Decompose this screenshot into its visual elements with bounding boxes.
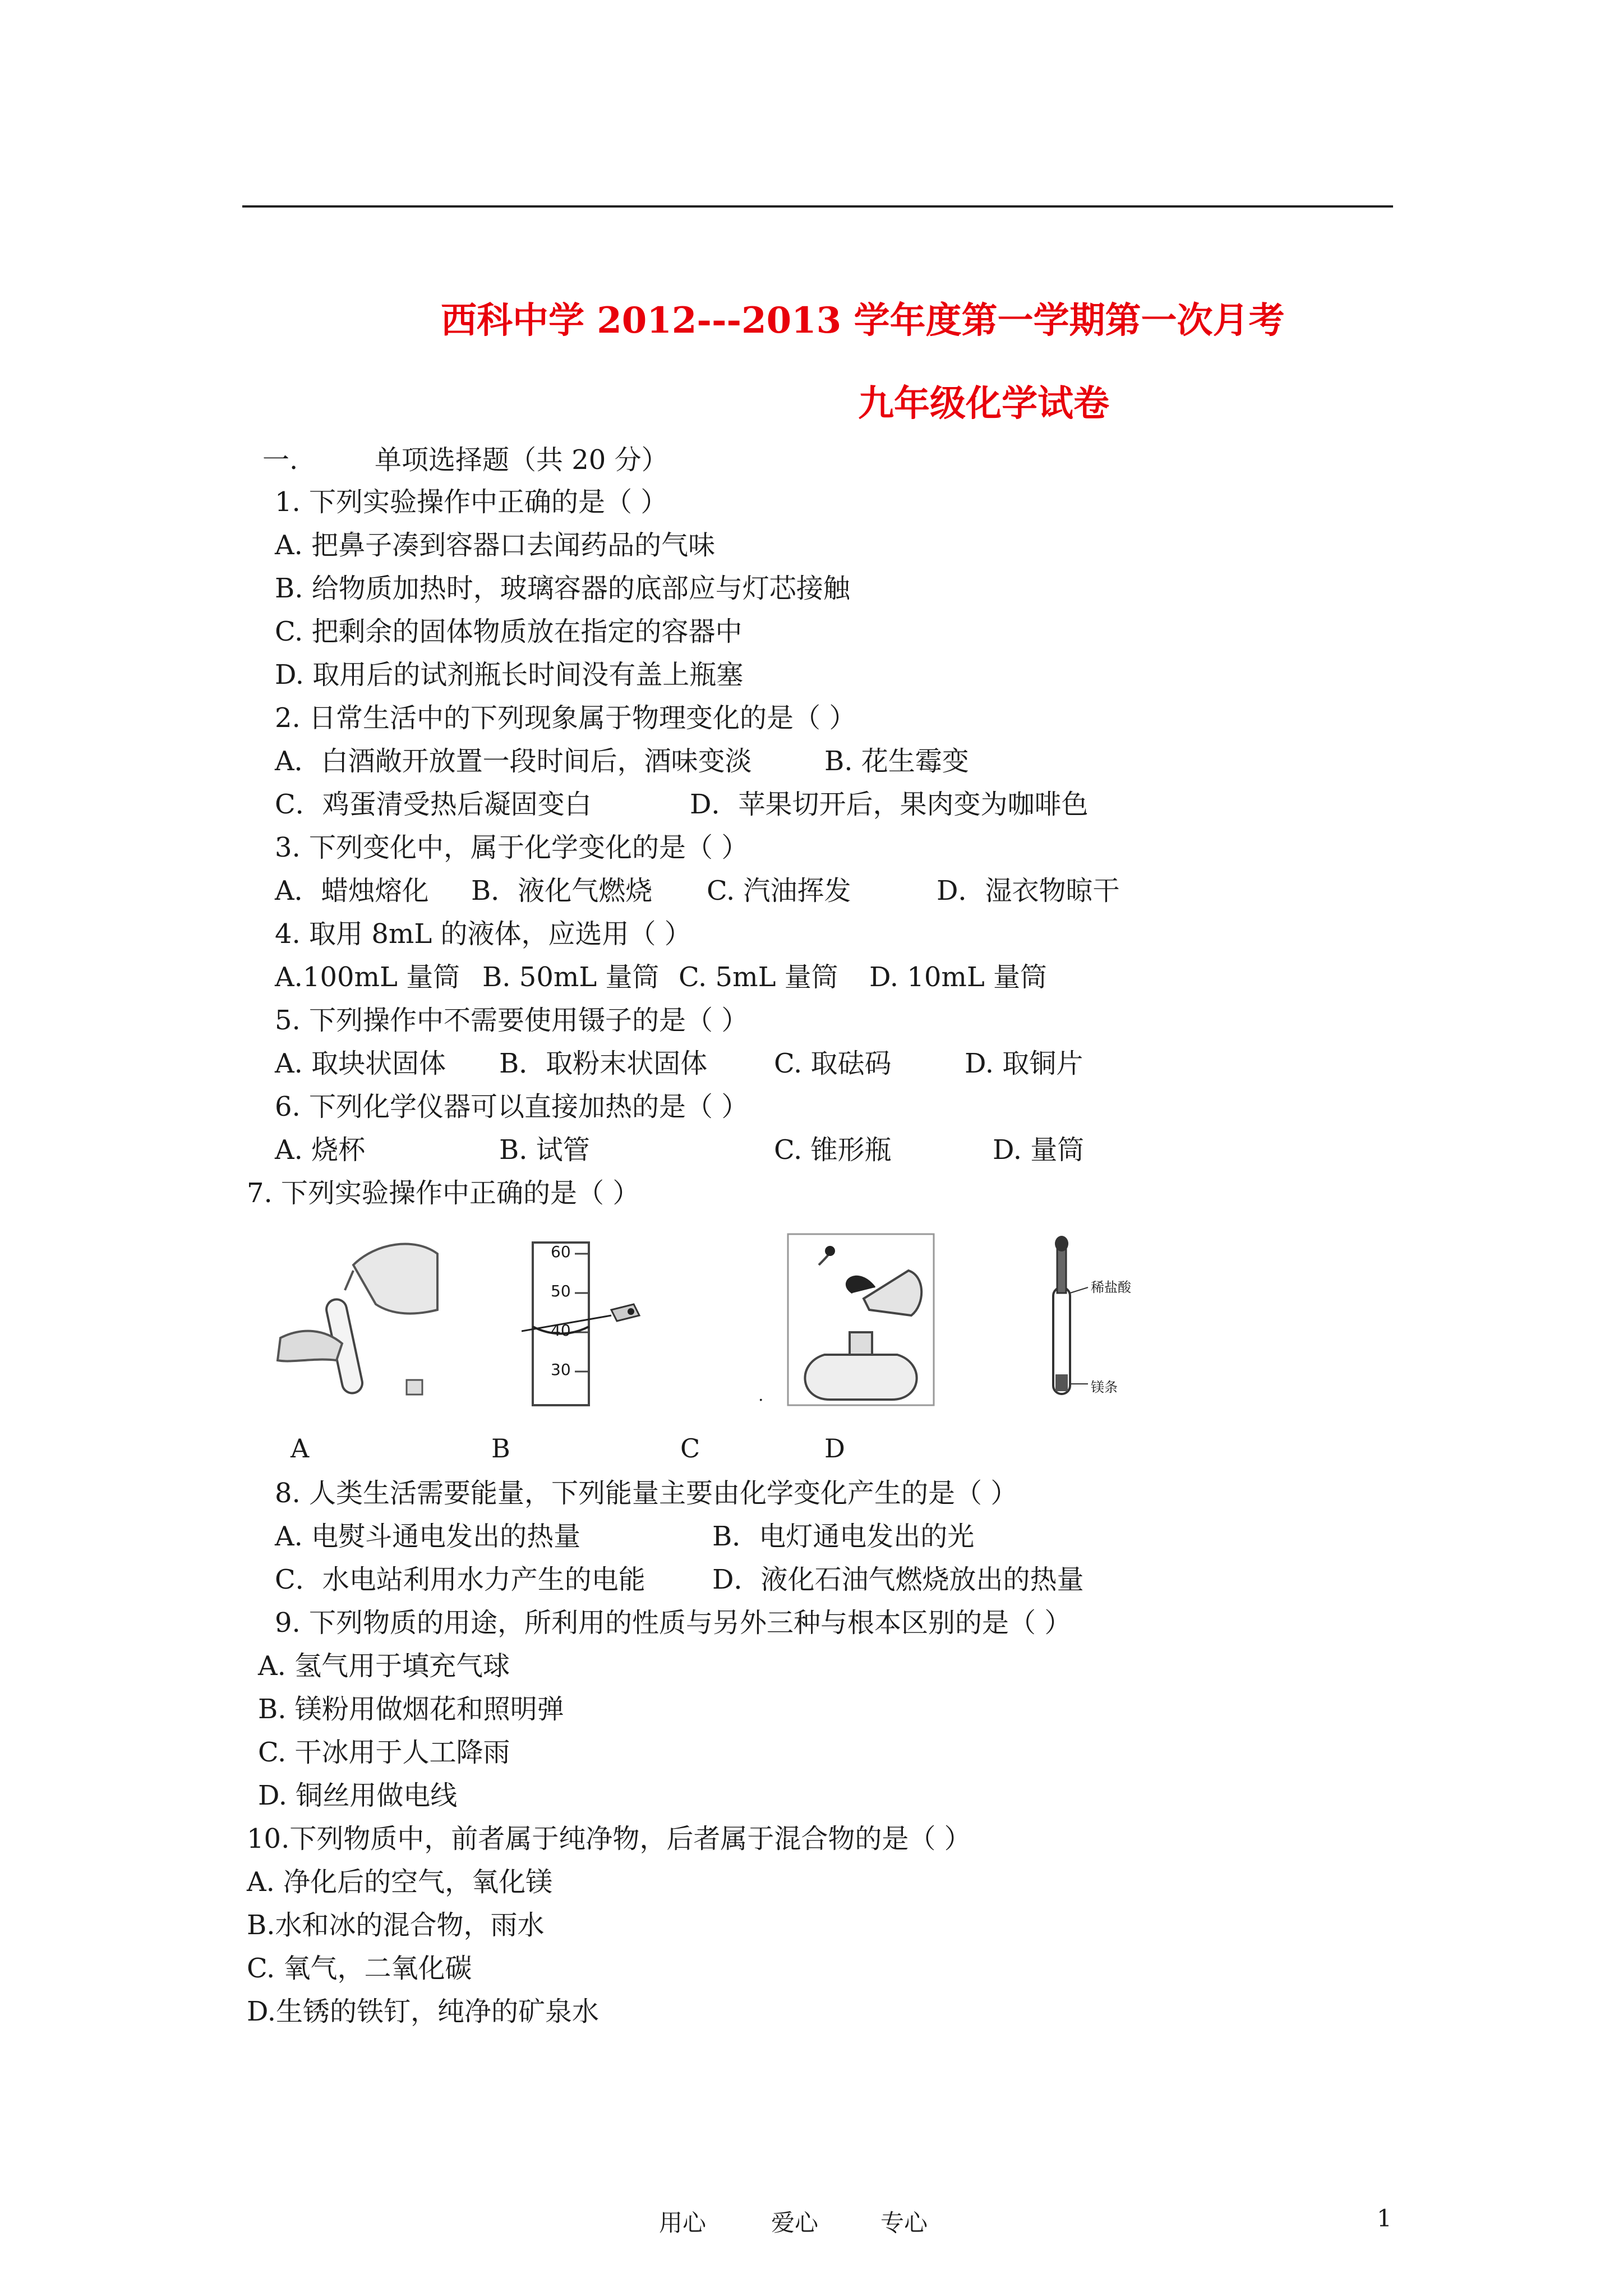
q9-option-d: D. 铜丝用做电线 bbox=[258, 1780, 458, 1811]
q9-option-c: C. 干冰用于人工降雨 bbox=[258, 1737, 510, 1768]
q9-option-a: A. 氢气用于填充气球 bbox=[258, 1650, 510, 1682]
q1-option-d: D. 取用后的试剂瓶长时间没有盖上瓶塞 bbox=[275, 659, 744, 691]
footer-word-2: 爱心 bbox=[771, 2209, 819, 2237]
q8-option-c: C．水电站利用水力产生的电能 bbox=[275, 1564, 645, 1595]
q1-option-b: B. 给物质加热时，玻璃容器的底部应与灯芯接触 bbox=[275, 573, 850, 604]
q7-label-c: C bbox=[680, 1433, 700, 1464]
q4-option-a: A.100mL 量筒 bbox=[275, 961, 460, 993]
q10-option-d: D.生锈的铁钉，纯净的矿泉水 bbox=[247, 1996, 600, 2027]
cylinder-tick-30: 30 bbox=[551, 1360, 571, 1379]
q1-option-c: C. 把剩余的固体物质放在指定的容器中 bbox=[275, 616, 743, 647]
q3-stem: 3. 下列变化中，属于化学变化的是（ ） bbox=[275, 832, 749, 863]
q4-stem: 4. 取用 8mL 的液体，应选用（ ） bbox=[275, 918, 691, 950]
header-rule bbox=[242, 205, 1393, 208]
q7-label-b: B bbox=[491, 1433, 510, 1464]
q7-figure-a bbox=[269, 1231, 449, 1411]
q9-stem: 9. 下列物质的用途，所利用的性质与另外三种与根本区别的是（ ） bbox=[275, 1607, 1072, 1639]
alcohol-lamp-illustration bbox=[785, 1231, 937, 1411]
magnesium-strip-label: 镁条 bbox=[1091, 1379, 1118, 1395]
q10-option-b: B.水和冰的混合物，雨水 bbox=[247, 1910, 545, 1941]
q7-figure-b bbox=[522, 1231, 673, 1411]
section-number: 一. bbox=[262, 444, 298, 476]
q6-stem: 6. 下列化学仪器可以直接加热的是（ ） bbox=[275, 1091, 749, 1122]
page-number: 1 bbox=[1377, 2205, 1392, 2232]
q8-stem: 8. 人类生活需要能量，下列能量主要由化学变化产生的是（ ） bbox=[275, 1478, 1018, 1509]
q9-option-b: B. 镁粉用做烟花和照明弹 bbox=[258, 1694, 564, 1725]
q2-option-a: A．白酒敞开放置一段时间后，酒味变淡 bbox=[275, 746, 752, 777]
q4-option-b: B. 50mL 量筒 bbox=[482, 961, 660, 993]
q10-stem: 10.下列物质中，前者属于纯净物，后者属于混合物的是（ ） bbox=[247, 1823, 971, 1855]
q1-option-a: A. 把鼻子凑到容器口去闻药品的气味 bbox=[275, 530, 716, 561]
q2-option-b: B. 花生霉变 bbox=[824, 746, 969, 777]
q6-option-d: D. 量筒 bbox=[993, 1134, 1085, 1166]
q6-option-c: C. 锥形瓶 bbox=[774, 1134, 892, 1166]
q5-option-b: B．取粉末状固体 bbox=[499, 1048, 708, 1079]
cylinder-tick-60: 60 bbox=[551, 1243, 571, 1261]
q7-label-a: A bbox=[291, 1433, 310, 1464]
cylinder-reading-illustration bbox=[522, 1231, 673, 1411]
cylinder-tick-40: 40 bbox=[551, 1321, 571, 1340]
cylinder-tick-50: 50 bbox=[551, 1282, 571, 1300]
pouring-illustration bbox=[269, 1231, 449, 1411]
q2-option-d: D．苹果切开后，果肉变为咖啡色 bbox=[690, 789, 1089, 820]
stray-dot: . bbox=[758, 1386, 764, 1405]
q6-option-a: A. 烧杯 bbox=[275, 1134, 366, 1166]
exam-title: 西科中学 2012---2013 学年度第一学期第一次月考 bbox=[441, 300, 1285, 342]
footer-word-3: 专心 bbox=[880, 2209, 928, 2237]
q2-option-c: C．鸡蛋清受热后凝固变白 bbox=[275, 789, 592, 820]
q5-stem: 5. 下列操作中不需要使用镊子的是（ ） bbox=[275, 1005, 749, 1036]
q5-option-d: D. 取铜片 bbox=[965, 1048, 1083, 1079]
q8-option-d: D．液化石油气燃烧放出的热量 bbox=[712, 1564, 1084, 1595]
q7-stem: 7. 下列实验操作中正确的是（ ） bbox=[247, 1177, 640, 1209]
q6-option-b: B. 试管 bbox=[499, 1134, 590, 1166]
section-title: 单项选择题（共 20 分） bbox=[375, 444, 668, 476]
q1-stem: 1. 下列实验操作中正确的是（ ） bbox=[275, 486, 668, 518]
q10-option-c: C. 氧气，二氧化碳 bbox=[247, 1953, 472, 1984]
q4-option-d: D. 10mL 量筒 bbox=[869, 961, 1048, 993]
q8-option-b: B．电灯通电发出的光 bbox=[712, 1521, 975, 1552]
q3-option-c: C. 汽油挥发 bbox=[707, 875, 851, 907]
q3-option-a: A．蜡烛熔化 bbox=[275, 875, 429, 907]
q7-figure-c bbox=[785, 1231, 937, 1411]
q4-option-c: C. 5mL 量筒 bbox=[679, 961, 838, 993]
q8-option-a: A. 电熨斗通电发出的热量 bbox=[275, 1521, 581, 1552]
q7-figure-d bbox=[1043, 1231, 1166, 1411]
q5-option-a: A. 取块状固体 bbox=[275, 1048, 446, 1079]
q5-option-c: C. 取砝码 bbox=[774, 1048, 892, 1079]
q7-label-d: D bbox=[824, 1433, 845, 1464]
footer-word-1: 用心 bbox=[659, 2209, 707, 2237]
acid-label: 稀盐酸 bbox=[1091, 1280, 1131, 1295]
exam-subtitle: 九年级化学试卷 bbox=[858, 383, 1109, 425]
q3-option-d: D．湿衣物晾干 bbox=[937, 875, 1120, 907]
q2-stem: 2. 日常生活中的下列现象属于物理变化的是（ ） bbox=[275, 702, 856, 734]
q10-option-a: A. 净化后的空气，氧化镁 bbox=[247, 1866, 553, 1898]
q3-option-b: B．液化气燃烧 bbox=[471, 875, 653, 907]
